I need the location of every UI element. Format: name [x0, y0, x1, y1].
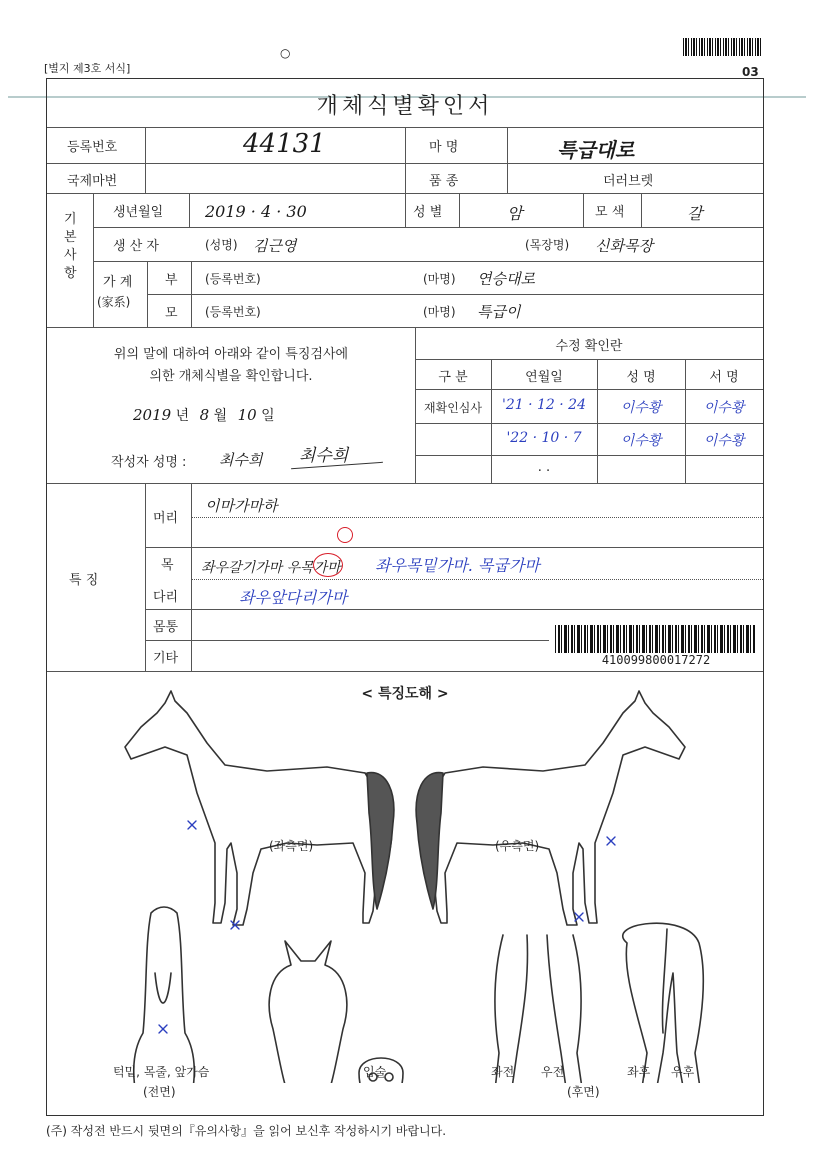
- rev-row1-type: 재확인심사: [424, 401, 482, 415]
- sex-label: 성 별: [413, 205, 443, 220]
- basic-section-label: 기 본 사 항: [64, 212, 77, 281]
- rev-row1-sign: 이수황: [703, 400, 745, 416]
- page-number: 03: [742, 65, 759, 79]
- family-label: 가 계: [103, 275, 133, 290]
- front-left-label: 좌전: [491, 1065, 515, 1079]
- left-side-label: (좌측면): [269, 839, 314, 853]
- head-value: 이마가마하: [205, 497, 278, 515]
- rev-row1-date: '21 · 12 · 24: [502, 397, 586, 413]
- statement-line2: 의한 개체식별을 확인합니다.: [149, 369, 313, 384]
- rev-header-type: 구 분: [438, 370, 468, 385]
- diagram-title: < 특징도해 >: [361, 686, 449, 702]
- horse-name-value: 특급대로: [557, 138, 635, 162]
- dam-name-label: (마명): [423, 305, 456, 319]
- writer-label: 작성자 성명 :: [111, 455, 187, 470]
- producer-name-value: 김근영: [253, 237, 297, 255]
- right-side-label: (우측면): [495, 839, 540, 853]
- neck-correction: 좌우목밑가마. 목굽가마: [375, 556, 540, 575]
- muzzle-label: 입술: [363, 1065, 387, 1079]
- dam-label: 모: [165, 306, 178, 321]
- neck-value: 좌우갈기가마 우목가마: [201, 560, 341, 576]
- farm-value: 신화목장: [595, 237, 653, 255]
- features-label: 특 징: [69, 573, 99, 588]
- dam-reg-label: (등록번호): [205, 305, 261, 319]
- farm-label: (목장명): [525, 238, 570, 252]
- rev-row2-sign: 이수황: [703, 433, 745, 449]
- dam-name-value: 특급이: [477, 303, 521, 321]
- head-front-view: [269, 941, 347, 1083]
- intl-no-label: 국제마번: [67, 174, 118, 189]
- producer-name-label: (성명): [205, 238, 238, 252]
- horse-name-label: 마 명: [429, 140, 459, 155]
- rev-header-name: 성 명: [626, 370, 656, 385]
- rev-row3-date: . .: [537, 460, 551, 475]
- red-correction-circle: [313, 553, 343, 577]
- horse-diagrams: [47, 673, 763, 1083]
- birth-value: 2019 · 4 · 30: [205, 202, 307, 221]
- birth-label: 생년월일: [113, 205, 164, 220]
- barcode-bars: [555, 625, 755, 653]
- barcode-sticker: [549, 623, 763, 669]
- front-legs-view: [493, 935, 585, 1083]
- top-circle: ○: [280, 46, 291, 60]
- head-label: 머리: [153, 511, 179, 526]
- right-side-horse: [425, 691, 685, 925]
- body-label: 몸통: [153, 620, 179, 635]
- sire-label: 부: [165, 273, 178, 288]
- breed-value: 더러브렛: [603, 174, 654, 189]
- left-side-horse: [125, 691, 392, 925]
- front-caption: 턱밑, 목줄, 앞가슴: [113, 1065, 210, 1079]
- front-neck-view: [134, 907, 195, 1083]
- sire-name-label: (마명): [423, 272, 456, 286]
- color-label: 모 색: [595, 205, 625, 220]
- rev-header-sign: 서 명: [709, 370, 739, 385]
- rear-view: [623, 923, 704, 1083]
- neck-label: 목: [161, 558, 174, 573]
- sex-value: 암: [507, 204, 523, 223]
- writer-value: 최수희: [219, 451, 263, 469]
- sire-name-value: 연승대로: [477, 270, 535, 288]
- rear-left-label: 좌후: [627, 1065, 651, 1079]
- reg-no-label: 등록번호: [67, 140, 118, 155]
- front-view-label: (전면): [143, 1085, 176, 1099]
- footer-note: (주) 작성전 반드시 뒷면의『유의사항』을 읽어 보신후 작성하시기 바랍니다.: [46, 1124, 447, 1138]
- leg-label: 다리: [153, 590, 179, 605]
- rear-view-label: (후면): [567, 1085, 600, 1099]
- rev-row2-date: '22 · 10 · 7: [506, 430, 582, 446]
- identification-form: [46, 78, 764, 1116]
- producer-label: 생 산 자: [113, 239, 159, 254]
- rev-row2-name: 이수황: [620, 433, 662, 449]
- front-right-label: 우전: [541, 1065, 565, 1079]
- red-correction-loop: [337, 527, 353, 543]
- rev-header-date: 연월일: [525, 370, 563, 385]
- writer-signature: 최수희: [299, 446, 349, 466]
- statement-line1: 위의 말에 대하여 아래와 같이 특징검사에: [113, 347, 349, 362]
- rear-right-label: 우후: [671, 1065, 695, 1079]
- confirm-date: 2019 년 8 월 10 일: [133, 406, 275, 424]
- family-hanja: (家系): [97, 295, 131, 309]
- etc-label: 기타: [153, 651, 179, 666]
- sire-reg-label: (등록번호): [205, 272, 261, 286]
- form-title: 개체식별확인서: [316, 94, 494, 119]
- top-barcode: [683, 38, 761, 56]
- right-tail: [416, 773, 443, 909]
- leg-value: 좌우앞다리가마: [239, 588, 348, 607]
- reg-no-value: 44131: [243, 129, 326, 159]
- left-tail: [367, 773, 394, 909]
- form-code: [별지 제3호 서식]: [44, 62, 131, 75]
- barcode-number: 410099800017272: [601, 653, 711, 667]
- revision-title: 수정 확인란: [555, 339, 623, 354]
- breed-label: 품 종: [429, 174, 459, 189]
- color-value: 갈: [687, 204, 703, 223]
- rev-row1-name: 이수황: [620, 400, 662, 416]
